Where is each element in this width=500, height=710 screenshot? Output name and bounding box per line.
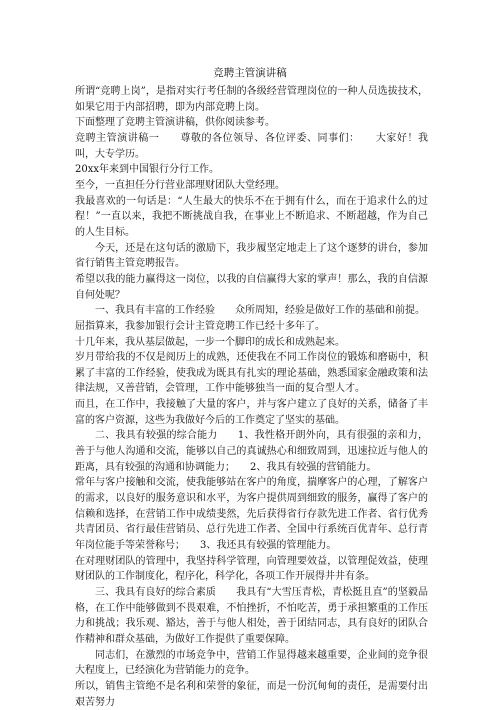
paragraph: 三、我具有良好的综合素质 我具有“大雪压青松，青松挺且直”的坚毅品格，在工作中能够做到不畏艰难，不怕挫折，不怕吃苦，勇于承担繁重的工作压力和挑战；我乐观、豁达，善于与他人相处，善于团结同志，具有良好的团队合作精神和群众基础，为做好工作提供了重要保障。 <box>75 587 428 645</box>
paragraph: 在对理财团队的管理中，我坚持科学管理，向管理要效益，以管理促效益，使理财团队的工作制度化，程序化，科学化，各项工作开展得井井有条。 <box>75 555 428 583</box>
paragraph: 所谓“竞聘上岗”，是指对实行考任制的各级经营管理岗位的一种人员选拔技术，如果它用于内部招聘，即为内部竞聘上岗。 <box>75 86 428 113</box>
paragraph: 而且，在工作中，我接触了大量的客户，并与客户建立了良好的关系，储备了丰富的客户资源，这些为我做好今后的工作奠定了坚实的基础。 <box>75 399 428 426</box>
paragraph: 下面整理了竞聘主管演讲稿，供你阅读参考。 <box>75 117 275 129</box>
paragraph: 20xx年来到中国银行分行工作。 <box>75 164 220 176</box>
paragraph: 我最喜欢的一句话是：“人生最大的快乐不在于拥有什么，而在于追求什么的过程！”一直以来，我把不断挑战自我，在事业上不断追求、不断超越，作为自己的人生目标。 <box>75 195 428 238</box>
paragraph: 屈指算来，我参加银行会计主管竞聘工作已经十多年了。 <box>75 320 325 332</box>
paragraph: 今天，还是在这句话的激励下，我步履坚定地走上了这个逐梦的讲台，参加省行销售主管竞聘报告。 <box>75 242 428 270</box>
paragraph: 岁月带给我的不仅是阅历上的成熟，还使我在不同工作岗位的锻炼和磨砺中，积累了丰富的工作经验，使我成为既具有扎实的理论基础，熟悉国家金融政策和法律法规，又善营销，会管理，工作中能够独当一面的复合型人才。 <box>75 352 428 395</box>
paragraph: 常年与客户接触和交流，使我能够站在客户的角度，揣摩客户的心理，了解客户的需求，以良好的服务意识和水平，为客户提供周到细致的服务，赢得了客户的信赖和选择，在营销工作中成绩斐然，先后获得省行存款先进工作者、省行优秀共青团员、省行最佳营销员、总行先进工作者、全国中行系统百优青年、总行青年岗位能手等荣誉称号； 3、我还具有较强的管理能力。 <box>75 477 428 552</box>
paragraph: 竞聘主管演讲稿一 尊敬的各位领导、各位评委、同事们： 大家好！我叫，大专学历。 <box>75 132 428 160</box>
paragraph: 至今，一直担任分行营业部理财团队大堂经理。 <box>75 179 285 191</box>
document-title: 竞聘主管演讲稿 <box>213 67 287 79</box>
paragraph: 同志们，在激烈的市场竞争中，营销工作显得越来越重要，企业间的竞争很大程度上，已经演化为营销能力的竞争。 <box>75 649 428 677</box>
paragraph: 希望以我的能力赢得这一岗位，以我的自信赢得大家的掌声！那么，我的自信源自何处呢？ <box>75 273 428 301</box>
paragraph: 十几年来，我从基层做起，一步一个脚印的成长和成熟起来。 <box>75 336 345 348</box>
paragraph: 一、我具有丰富的工作经验 众所周知，经验是做好工作的基础和前提。 <box>95 305 425 317</box>
paragraph: 所以，销售主管绝不是名利和荣誉的象征，而是一份沉甸甸的责任，是需要付出艰苦努力 <box>75 680 428 708</box>
paragraph: 二、我具有较强的综合能力 1、我性格开朗外向，具有很强的亲和力，善于与他人沟通和交流，能够以自己的真诚热心和细致周到，迅速拉近与他人的距离，具有较强的沟通和协调能力； 2、我具有较强的营销能力。 <box>75 430 428 473</box>
document-body <box>75 84 428 710</box>
